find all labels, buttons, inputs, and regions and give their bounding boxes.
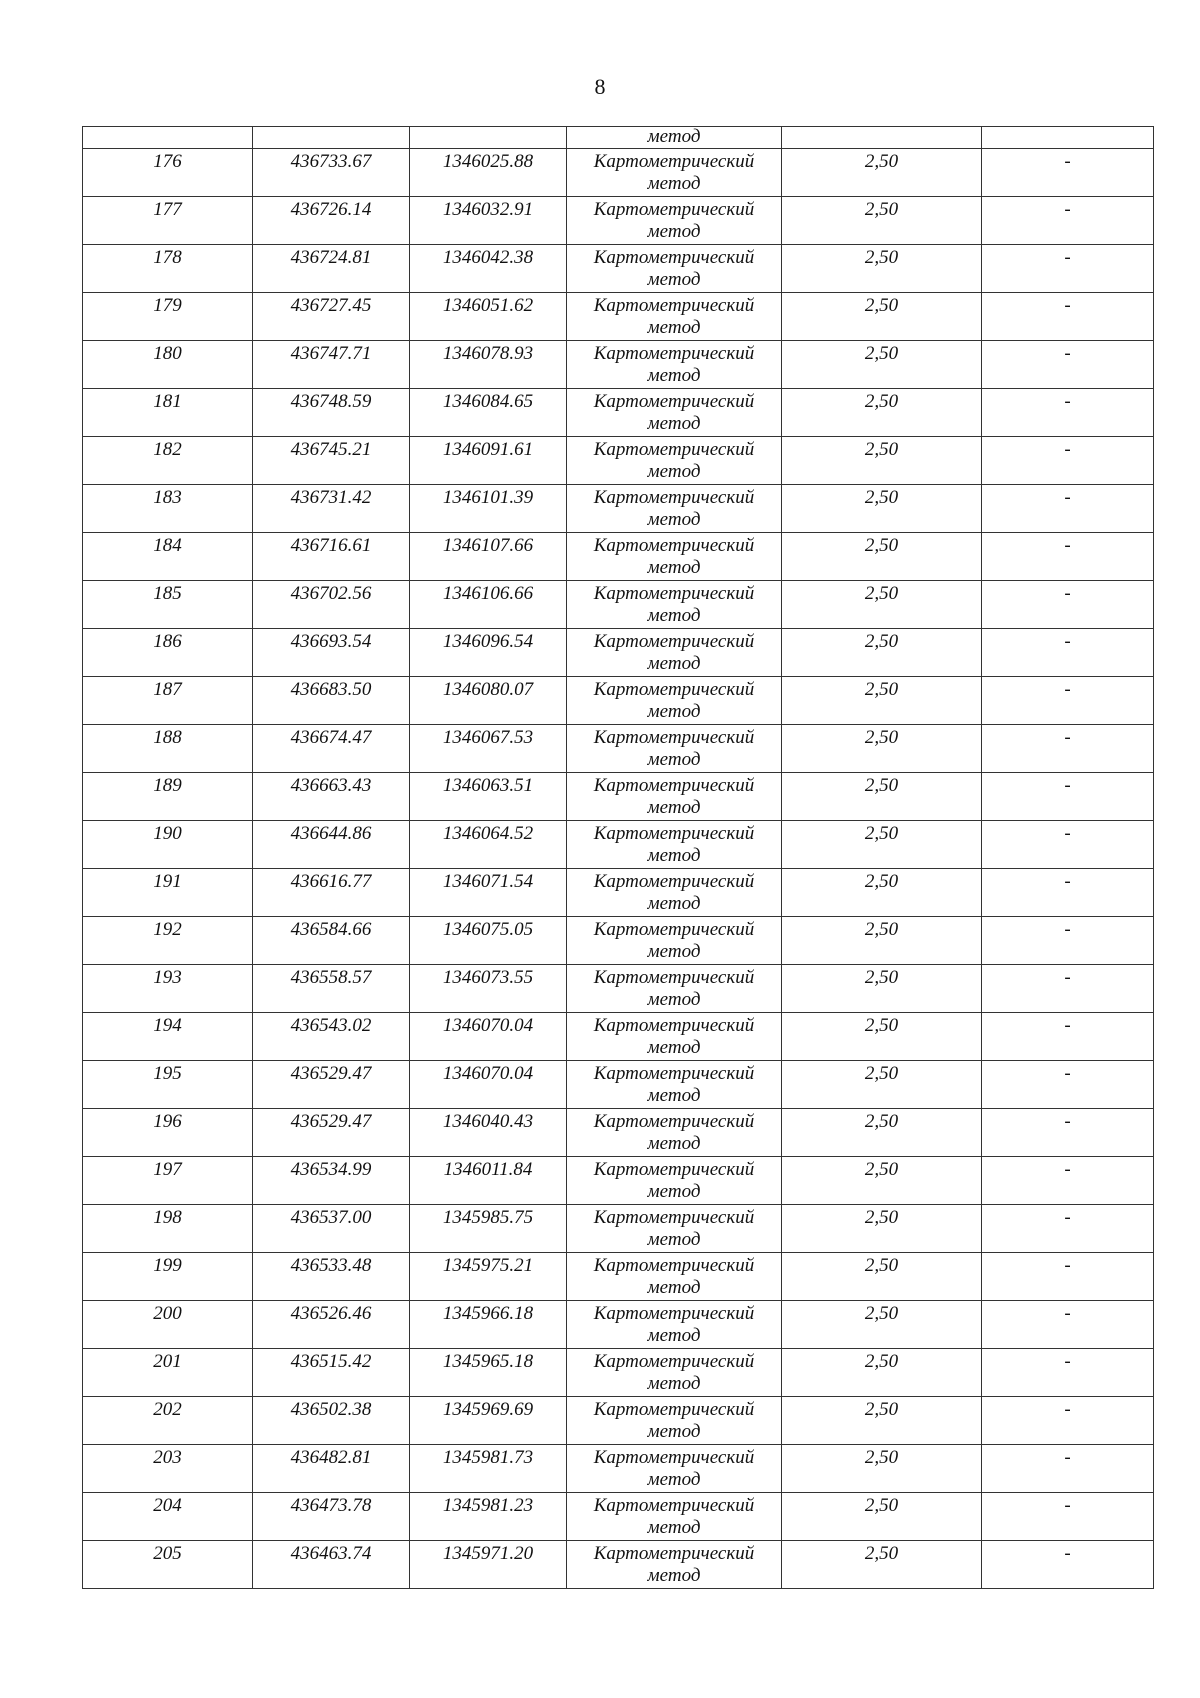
table-row (83, 1349, 1154, 1397)
cell-y: 1346042.38 (410, 245, 567, 293)
cell-note: - (982, 1493, 1154, 1541)
cell-method (567, 389, 782, 437)
cell-accuracy: 2,50 (782, 245, 982, 293)
table-row (83, 1541, 1154, 1589)
cell-x: 436537.00 (253, 1205, 410, 1253)
cell-accuracy: 2,50 (782, 1013, 982, 1061)
method-line-1: Картометрический (593, 247, 755, 268)
method-line-2: метод (647, 653, 701, 674)
method-line-1: Картометрический (593, 1015, 755, 1036)
method-line-2: метод (647, 221, 701, 242)
method-line-2: метод (647, 1517, 701, 1538)
method-line-1: Картометрический (593, 199, 755, 220)
cell-accuracy: 2,50 (782, 341, 982, 389)
cell-method: метод (567, 127, 782, 149)
cell-method (567, 917, 782, 965)
cell-y: 1346101.39 (410, 485, 567, 533)
cell-accuracy: 2,50 (782, 869, 982, 917)
cell-method (567, 245, 782, 293)
cell-x: 436733.67 (253, 149, 410, 197)
cell-x: 436558.57 (253, 965, 410, 1013)
cell-accuracy: 2,50 (782, 533, 982, 581)
cell-note: - (982, 725, 1154, 773)
method-line-1: Картометрический (593, 919, 755, 940)
cell-method (567, 1349, 782, 1397)
cell-y: 1346063.51 (410, 773, 567, 821)
cell-number: 179 (83, 293, 253, 341)
method-line-1: Картометрический (593, 1255, 755, 1276)
cell-note: - (982, 341, 1154, 389)
cell-note: - (982, 437, 1154, 485)
method-line-2: метод (647, 1181, 701, 1202)
cell-x: 436529.47 (253, 1061, 410, 1109)
cell-number: 177 (83, 197, 253, 245)
cell-number: 176 (83, 149, 253, 197)
cell-accuracy: 2,50 (782, 485, 982, 533)
method-line-1: Картометрический (593, 775, 755, 796)
cell-y: 1346032.91 (410, 197, 567, 245)
cell-accuracy: 2,50 (782, 437, 982, 485)
table-row (83, 1157, 1154, 1205)
continuation-row (83, 127, 1154, 149)
cell-method (567, 725, 782, 773)
method-line-1: Картометрический (593, 343, 755, 364)
table-row (83, 821, 1154, 869)
cell-y: 1346071.54 (410, 869, 567, 917)
cell-accuracy: 2,50 (782, 1301, 982, 1349)
cell-x: 436482.81 (253, 1445, 410, 1493)
cell-note: - (982, 1157, 1154, 1205)
cell-x: 436745.21 (253, 437, 410, 485)
cell-note: - (982, 1109, 1154, 1157)
cell-number: 182 (83, 437, 253, 485)
cell-x: 436584.66 (253, 917, 410, 965)
method-line-2: метод (647, 941, 701, 962)
cell-x: 436663.43 (253, 773, 410, 821)
coordinates-table (82, 126, 1154, 1589)
table-row (83, 389, 1154, 437)
table-row (83, 1445, 1154, 1493)
table-row (83, 437, 1154, 485)
cell-number: 204 (83, 1493, 253, 1541)
method-line-1: Картометрический (593, 1207, 755, 1228)
method-line-2: метод (647, 557, 701, 578)
cell-x: 436543.02 (253, 1013, 410, 1061)
cell-note: - (982, 773, 1154, 821)
method-line-1: Картометрический (593, 583, 755, 604)
cell-method (567, 533, 782, 581)
cell-y: 1346084.65 (410, 389, 567, 437)
cell-accuracy: 2,50 (782, 1157, 982, 1205)
cell-x: 436644.86 (253, 821, 410, 869)
cell-y (410, 127, 567, 149)
cell-y: 1346070.04 (410, 1013, 567, 1061)
cell-note: - (982, 533, 1154, 581)
table-row (83, 485, 1154, 533)
cell-number (83, 127, 253, 149)
cell-note: - (982, 1541, 1154, 1589)
method-line-1: Картометрический (593, 1543, 755, 1564)
cell-method (567, 1013, 782, 1061)
cell-accuracy: 2,50 (782, 1493, 982, 1541)
method-line-2: метод (647, 509, 701, 530)
cell-accuracy: 2,50 (782, 773, 982, 821)
method-line-2: метод (647, 269, 701, 290)
cell-accuracy: 2,50 (782, 1349, 982, 1397)
cell-x: 436747.71 (253, 341, 410, 389)
cell-accuracy (782, 127, 982, 149)
table-row (83, 1205, 1154, 1253)
cell-x: 436526.46 (253, 1301, 410, 1349)
cell-y: 1346067.53 (410, 725, 567, 773)
cell-y: 1346073.55 (410, 965, 567, 1013)
cell-y: 1346075.05 (410, 917, 567, 965)
method-line-2: метод (647, 413, 701, 434)
cell-number: 195 (83, 1061, 253, 1109)
table-row (83, 1301, 1154, 1349)
method-line-1: Картометрический (593, 439, 755, 460)
cell-note (982, 127, 1154, 149)
method-line-1: Картометрический (593, 1399, 755, 1420)
cell-y: 1345985.75 (410, 1205, 567, 1253)
cell-x: 436534.99 (253, 1157, 410, 1205)
cell-method (567, 437, 782, 485)
cell-note: - (982, 1445, 1154, 1493)
method-line-2: метод (647, 1373, 701, 1394)
method-line-2: метод (647, 989, 701, 1010)
cell-accuracy: 2,50 (782, 1445, 982, 1493)
cell-number: 186 (83, 629, 253, 677)
cell-method (567, 1541, 782, 1589)
cell-note: - (982, 293, 1154, 341)
cell-x: 436616.77 (253, 869, 410, 917)
method-line-2: метод (647, 365, 701, 386)
cell-x: 436463.74 (253, 1541, 410, 1589)
cell-note: - (982, 965, 1154, 1013)
method-line-2: метод (647, 1037, 701, 1058)
cell-note: - (982, 1301, 1154, 1349)
coordinates-table-body (83, 127, 1154, 1589)
cell-accuracy: 2,50 (782, 389, 982, 437)
cell-method (567, 1445, 782, 1493)
cell-method (567, 485, 782, 533)
cell-number: 181 (83, 389, 253, 437)
table-row (83, 581, 1154, 629)
cell-note: - (982, 485, 1154, 533)
cell-x: 436502.38 (253, 1397, 410, 1445)
method-line-1: Картометрический (593, 535, 755, 556)
table-row (83, 725, 1154, 773)
method-line-1: Картометрический (593, 679, 755, 700)
cell-accuracy: 2,50 (782, 293, 982, 341)
table-row (83, 965, 1154, 1013)
cell-y: 1345975.21 (410, 1253, 567, 1301)
cell-number: 193 (83, 965, 253, 1013)
method-line-1: Картометрический (593, 967, 755, 988)
cell-y: 1346051.62 (410, 293, 567, 341)
cell-method (567, 629, 782, 677)
cell-accuracy: 2,50 (782, 1541, 982, 1589)
method-line-1: Картометрический (593, 487, 755, 508)
cell-method (567, 341, 782, 389)
method-line-2: метод (647, 1229, 701, 1250)
table-row (83, 677, 1154, 725)
cell-y: 1345969.69 (410, 1397, 567, 1445)
cell-number: 198 (83, 1205, 253, 1253)
table-row (83, 149, 1154, 197)
cell-x: 436716.61 (253, 533, 410, 581)
table-row (83, 869, 1154, 917)
cell-method (567, 1253, 782, 1301)
table-row (83, 1253, 1154, 1301)
cell-note: - (982, 1061, 1154, 1109)
cell-method (567, 1397, 782, 1445)
method-line-1: Картометрический (593, 1159, 755, 1180)
cell-y: 1346096.54 (410, 629, 567, 677)
method-line-1: Картометрический (593, 295, 755, 316)
cell-y: 1345966.18 (410, 1301, 567, 1349)
cell-method (567, 197, 782, 245)
method-line-2: метод (647, 893, 701, 914)
cell-note: - (982, 869, 1154, 917)
cell-x: 436748.59 (253, 389, 410, 437)
cell-method (567, 773, 782, 821)
cell-note: - (982, 389, 1154, 437)
method-line-1: Картометрический (593, 391, 755, 412)
table-row (83, 533, 1154, 581)
method-line-2: метод (647, 1565, 701, 1586)
method-line-2: метод (647, 1325, 701, 1346)
method-line-1: Картометрический (593, 151, 755, 172)
cell-note: - (982, 581, 1154, 629)
cell-y: 1345981.23 (410, 1493, 567, 1541)
cell-y: 1346064.52 (410, 821, 567, 869)
cell-note: - (982, 149, 1154, 197)
table-row (83, 245, 1154, 293)
method-line-2: метод (647, 749, 701, 770)
cell-accuracy: 2,50 (782, 1253, 982, 1301)
cell-method (567, 965, 782, 1013)
cell-accuracy: 2,50 (782, 629, 982, 677)
method-line-1: Картометрический (593, 871, 755, 892)
cell-note: - (982, 821, 1154, 869)
cell-method (567, 581, 782, 629)
method-line-2: метод (647, 701, 701, 722)
method-line-1: Картометрический (593, 727, 755, 748)
cell-y: 1346011.84 (410, 1157, 567, 1205)
cell-number: 187 (83, 677, 253, 725)
cell-note: - (982, 677, 1154, 725)
cell-x: 436473.78 (253, 1493, 410, 1541)
table-row (83, 1397, 1154, 1445)
table-row (83, 1013, 1154, 1061)
cell-y: 1345965.18 (410, 1349, 567, 1397)
method-line-2: метод (647, 845, 701, 866)
cell-accuracy: 2,50 (782, 581, 982, 629)
method-line-2: метод (647, 1085, 701, 1106)
method-line-1: Картометрический (593, 1063, 755, 1084)
cell-note: - (982, 1205, 1154, 1253)
method-line-1: Картометрический (593, 823, 755, 844)
cell-method (567, 677, 782, 725)
cell-y: 1346080.07 (410, 677, 567, 725)
cell-number: 185 (83, 581, 253, 629)
cell-x: 436674.47 (253, 725, 410, 773)
cell-note: - (982, 917, 1154, 965)
cell-y: 1345971.20 (410, 1541, 567, 1589)
cell-x: 436529.47 (253, 1109, 410, 1157)
cell-method (567, 1109, 782, 1157)
cell-x: 436693.54 (253, 629, 410, 677)
cell-x: 436724.81 (253, 245, 410, 293)
cell-y: 1346025.88 (410, 149, 567, 197)
method-line-1: Картометрический (593, 1351, 755, 1372)
cell-y: 1346106.66 (410, 581, 567, 629)
cell-number: 201 (83, 1349, 253, 1397)
cell-note: - (982, 1253, 1154, 1301)
cell-method (567, 149, 782, 197)
cell-method (567, 1301, 782, 1349)
cell-accuracy: 2,50 (782, 917, 982, 965)
cell-number: 203 (83, 1445, 253, 1493)
cell-method (567, 1157, 782, 1205)
cell-y: 1346091.61 (410, 437, 567, 485)
table-row (83, 917, 1154, 965)
method-line-1: Картометрический (593, 1111, 755, 1132)
table-row (83, 197, 1154, 245)
cell-number: 205 (83, 1541, 253, 1589)
method-line-1: Картометрический (593, 1303, 755, 1324)
cell-note: - (982, 629, 1154, 677)
cell-number: 194 (83, 1013, 253, 1061)
table-row (83, 629, 1154, 677)
cell-x: 436731.42 (253, 485, 410, 533)
cell-number: 202 (83, 1397, 253, 1445)
cell-note: - (982, 1013, 1154, 1061)
cell-method (567, 1205, 782, 1253)
cell-x: 436533.48 (253, 1253, 410, 1301)
cell-number: 190 (83, 821, 253, 869)
method-line-2: метод (647, 1469, 701, 1490)
table-row (83, 773, 1154, 821)
cell-accuracy: 2,50 (782, 1397, 982, 1445)
page-number: 8 (594, 74, 606, 99)
method-line-2: метод (647, 317, 701, 338)
cell-method (567, 1493, 782, 1541)
cell-accuracy: 2,50 (782, 1061, 982, 1109)
table-row (83, 1493, 1154, 1541)
cell-x: 436727.45 (253, 293, 410, 341)
cell-accuracy: 2,50 (782, 197, 982, 245)
cell-note: - (982, 245, 1154, 293)
cell-number: 200 (83, 1301, 253, 1349)
cell-accuracy: 2,50 (782, 677, 982, 725)
cell-y: 1346070.04 (410, 1061, 567, 1109)
method-line-2: метод (647, 797, 701, 818)
method-line-2: метод (647, 461, 701, 482)
cell-number: 191 (83, 869, 253, 917)
cell-method (567, 293, 782, 341)
method-line-1: Картометрический (593, 1495, 755, 1516)
cell-note: - (982, 1349, 1154, 1397)
cell-y: 1345981.73 (410, 1445, 567, 1493)
cell-accuracy: 2,50 (782, 821, 982, 869)
cell-accuracy: 2,50 (782, 149, 982, 197)
cell-note: - (982, 197, 1154, 245)
method-line-2: метод (647, 605, 701, 626)
cell-number: 197 (83, 1157, 253, 1205)
cell-method (567, 869, 782, 917)
cell-accuracy: 2,50 (782, 1109, 982, 1157)
method-line-1: Картометрический (593, 631, 755, 652)
cell-note: - (982, 1397, 1154, 1445)
cell-y: 1346040.43 (410, 1109, 567, 1157)
cell-accuracy: 2,50 (782, 1205, 982, 1253)
method-line-2: метод (647, 1133, 701, 1154)
cell-number: 196 (83, 1109, 253, 1157)
cell-accuracy: 2,50 (782, 965, 982, 1013)
cell-number: 199 (83, 1253, 253, 1301)
method-line-2: метод (647, 1421, 701, 1442)
table-row (83, 341, 1154, 389)
cell-number: 184 (83, 533, 253, 581)
cell-number: 189 (83, 773, 253, 821)
cell-x (253, 127, 410, 149)
cell-x: 436702.56 (253, 581, 410, 629)
cell-number: 192 (83, 917, 253, 965)
cell-y: 1346107.66 (410, 533, 567, 581)
cell-x: 436683.50 (253, 677, 410, 725)
cell-method (567, 821, 782, 869)
cell-accuracy: 2,50 (782, 725, 982, 773)
cell-method (567, 1061, 782, 1109)
table-row (83, 293, 1154, 341)
cell-x: 436515.42 (253, 1349, 410, 1397)
method-line-1: Картометрический (593, 1447, 755, 1468)
table-row (83, 1061, 1154, 1109)
cell-x: 436726.14 (253, 197, 410, 245)
table-row (83, 1109, 1154, 1157)
cell-number: 178 (83, 245, 253, 293)
method-line-2: метод (647, 173, 701, 194)
cell-number: 183 (83, 485, 253, 533)
cell-number: 180 (83, 341, 253, 389)
method-line-2: метод (647, 1277, 701, 1298)
cell-number: 188 (83, 725, 253, 773)
cell-y: 1346078.93 (410, 341, 567, 389)
